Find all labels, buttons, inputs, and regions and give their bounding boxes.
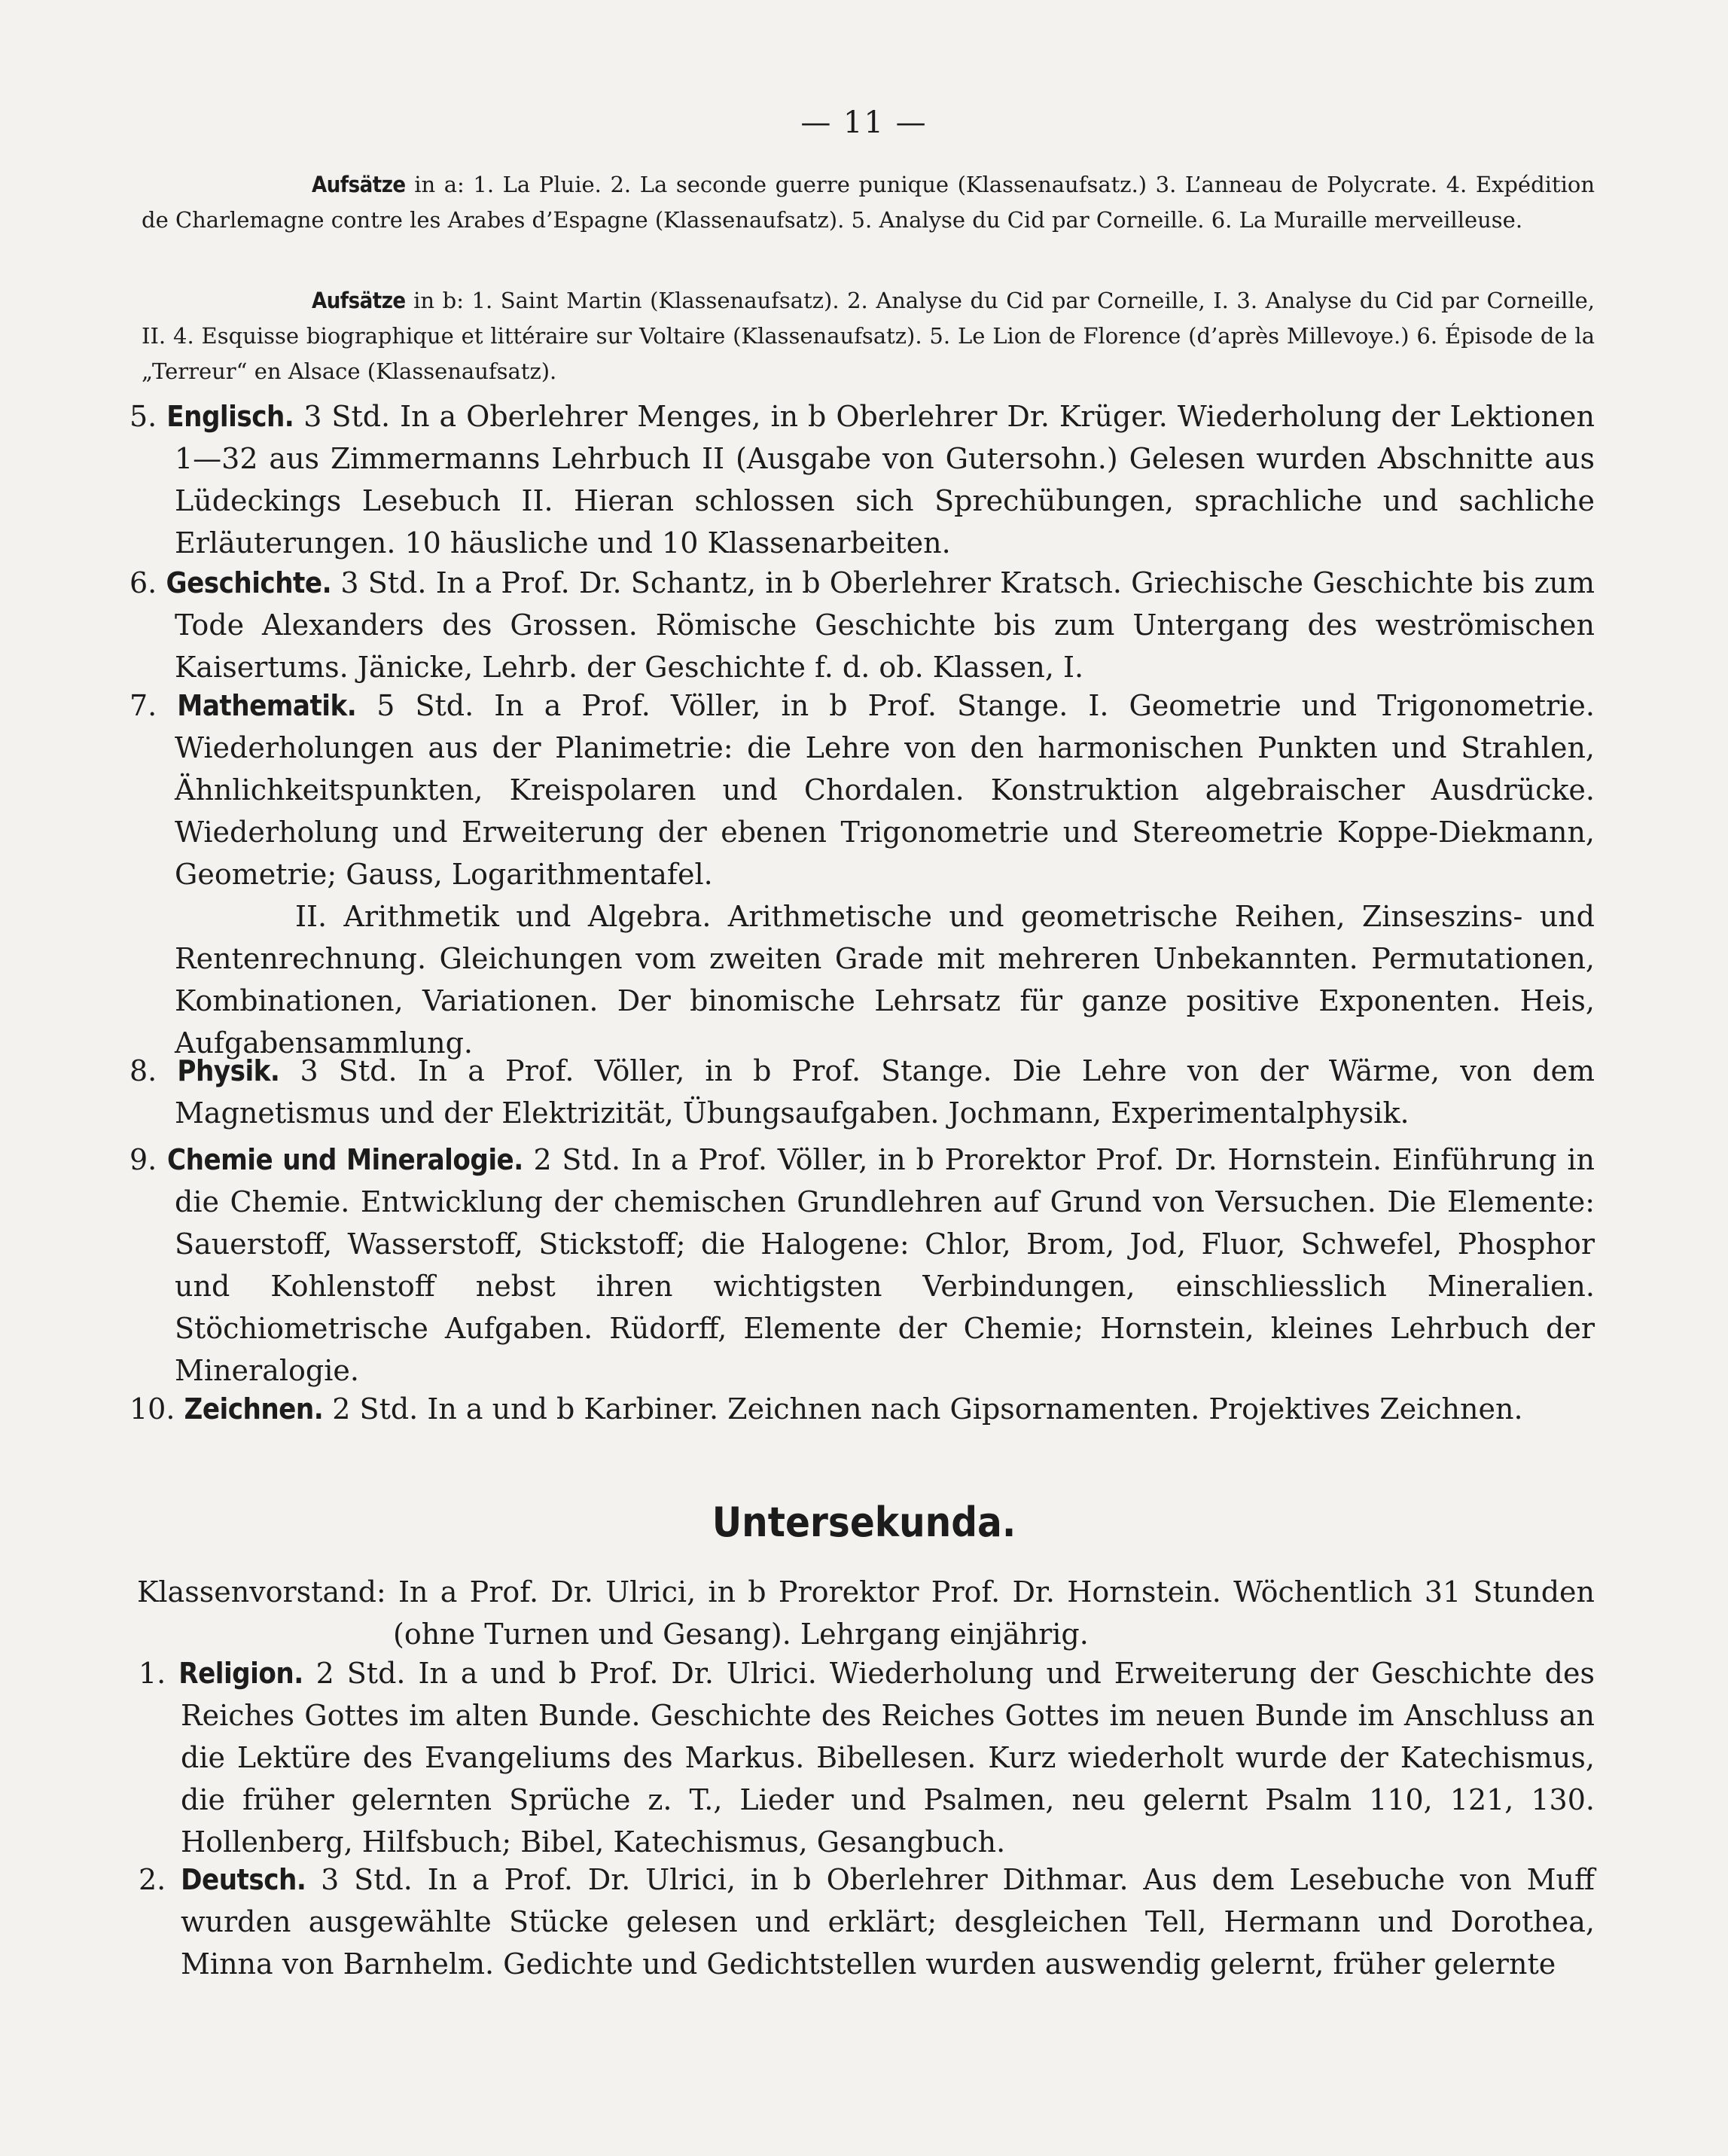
subject-religion [139,1652,1595,1863]
subject-name: Physik. [177,1054,280,1087]
subject-geschichte [130,562,1595,688]
section-title: Untersekunda. [712,1499,1016,1546]
klassenvorstand-paragraph [137,1571,1595,1655]
subject-name: Englisch. [166,400,294,433]
subject-number: 7. [130,689,157,722]
subject-text: 3 Std. In a Prof. Völler, in b Prof. Stange. Die Lehre von der Wärme, von dem Magnetismus und der Elektrizität, Übungsaufgaben. Jochmann, Experimentalphysik. [175,1054,1595,1130]
aufsaetze-b-heading: Aufsätze [312,288,406,313]
subject-name: Deutsch. [181,1863,306,1896]
subject-number: 8. [130,1054,157,1087]
subject-number: 5. [130,400,157,433]
aufsaetze-a-heading: Aufsätze [312,172,406,197]
subject-text: II. Arithmetik und Algebra. Arithmetische und geometrische Reihen, Zinseszins- und Rentenrechnung. Gleichungen vom zweiten Grade mit mehreren Unbekannten. Permutationen, Kombinationen, Variationen. Der binomische Lehrsatz für ganze positive Exponenten. Heis, Aufgabensammlung. [175,900,1595,1060]
subject-chemie [130,1139,1595,1392]
aufsaetze-a-text: in a: 1. La Pluie. 2. La seconde guerre punique (Klassenaufsatz.) 3. L’anneau de Polycrate. 4. Expédition de Charlemagne contre les Arabes d’Espagne (Klassenaufsatz). 5. Analyse du Cid par Corneille. 6. La Muraille merveilleuse. [142,172,1595,233]
subject-name: Religion. [178,1657,303,1690]
subject-englisch [130,395,1595,564]
subject-text: 3 Std. In a Prof. Dr. Ulrici, in b Oberlehrer Dithmar. Aus dem Lesebuche von Muff wurden ausgewählte Stücke gelesen und erklärt; desgleichen Tell, Hermann und Dorothea, Minna von Barnhelm. Gedichte und Gedichtstellen wurden auswendig gelernt, früher gelernte [181,1863,1595,1981]
subject-deutsch [139,1859,1595,1985]
subject-number: 2. [139,1863,166,1896]
subject-name: Zeichnen. [184,1392,324,1426]
subject-name: Mathematik. [177,689,357,722]
subject-zeichnen [130,1388,1595,1430]
page-number: — 11 — [800,105,928,140]
aufsaetze-b-paragraph [142,283,1595,389]
subject-text: 3 Std. In a Oberlehrer Menges, in b Oberlehrer Dr. Krüger. Wiederholung der Lektionen 1—32 aus Zimmermanns Lehrbuch II (Ausgabe von Gutersohn.) Gelesen wurden Abschnitte aus Lüdeckings Lesebuch II. Hieran schlossen sich Sprechübungen, sprachliche und sachliche Erläuterungen. 10 häusliche und 10 Klassenarbeiten. [175,400,1595,560]
subject-number: 9. [130,1143,157,1176]
subject-number: 10. [130,1392,175,1426]
aufsaetze-b-text: in b: 1. Saint Martin (Klassenaufsatz). 2. Analyse du Cid par Corneille, I. 3. Analyse du Cid par Corneille, II. 4. Esquisse biographique et littéraire sur Voltaire (Klassenaufsatz). 5. Le Lion de Florence (d’après Millevoye.) 6. Épisode de la „Terreur“ en Alsace (Klassenaufsatz). [142,288,1595,384]
subject-name: Geschichte. [166,566,332,599]
subject-text: 5 Std. In a Prof. Völler, in b Prof. Stange. I. Geometrie und Trigonometrie. Wiederholungen aus der Planimetrie: die Lehre von den harmonischen Punkten und Strahlen, Ähnlichkeitspunkten, Kreispolaren und Chordalen. Konstruktion algebraischer Ausdrücke. Wiederholung und Erweiterung der ebenen Trigonometrie und Stereometrie Koppe-Diekmann, Geometrie; Gauss, Logarithmentafel. [175,689,1595,891]
subject-text: 3 Std. In a Prof. Dr. Schantz, in b Oberlehrer Kratsch. Griechische Geschichte bis zum Tode Alexanders des Grossen. Römische Geschichte bis zum Untergang des weströmischen Kaisertums. Jänicke, Lehrb. der Geschichte f. d. ob. Klassen, I. [175,566,1595,684]
subject-physik [130,1050,1595,1134]
subject-number: 1. [139,1657,166,1690]
subject-name: Chemie und Mineralogie. [167,1143,523,1176]
subject-mathematik [130,685,1595,1064]
klassenvorstand-text: Klassenvorstand: In a Prof. Dr. Ulrici, in b Prorektor Prof. Dr. Hornstein. Wöchentlich 31 Stunden (ohne Turnen und Gesang). Lehrgang einjährig. [137,1575,1595,1651]
aufsaetze-a-paragraph [142,167,1595,238]
subject-text: 2 Std. In a und b Prof. Dr. Ulrici. Wiederholung und Erweiterung der Geschichte des Reiches Gottes im alten Bunde. Geschichte des Reiches Gottes im neuen Bunde im Anschluss an die Lektüre des Evangeliums des Markus. Bibellesen. Kurz wiederholt wurde der Katechismus, die früher gelernten Sprüche z. T., Lieder und Psalmen, neu gelernt Psalm 110, 121, 130. Hollenberg, Hilfsbuch; Bibel, Katechismus, Gesangbuch. [181,1657,1595,1859]
subject-text: 2 Std. In a Prof. Völler, in b Prorektor Prof. Dr. Hornstein. Einführung in die Chemie. Entwicklung der chemischen Grundlehren auf Grund von Versuchen. Die Elemente: Sauerstoff, Wasserstoff, Stickstoff; die Halogene: Chlor, Brom, Jod, Fluor, Schwefel, Phosphor und Kohlenstoff nebst ihren wichtigsten Verbindungen, einschliesslich Mineralien. Stöchiometrische Aufgaben. Rüdorff, Elemente der Chemie; Hornstein, kleines Lehrbuch der Mineralogie. [175,1143,1595,1387]
subject-number: 6. [130,566,157,599]
subject-text: 2 Std. In a und b Karbiner. Zeichnen nach Gipsornamenten. Projektives Zeichnen. [323,1392,1523,1426]
